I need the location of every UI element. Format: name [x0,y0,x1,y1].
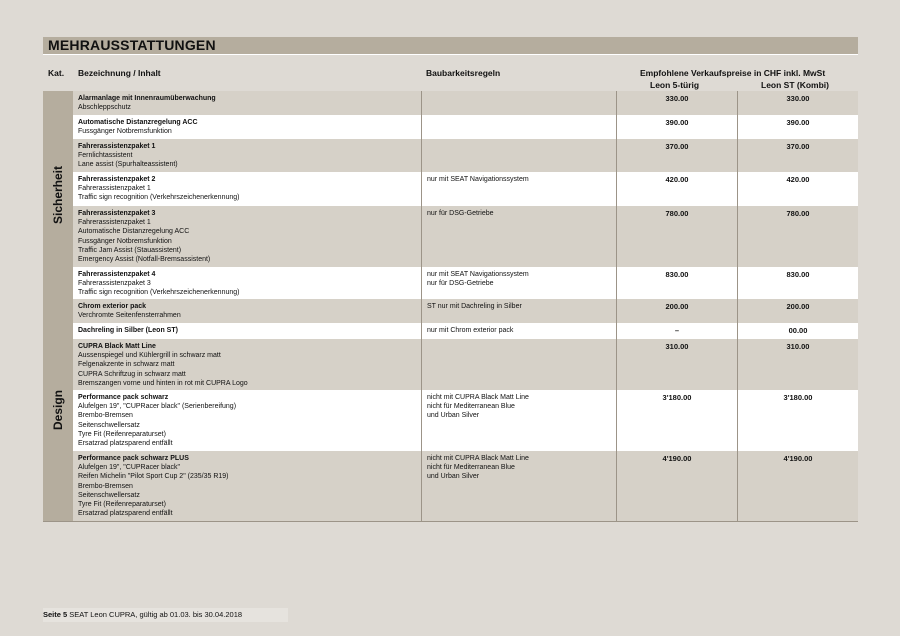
cell-rules [421,172,616,206]
price-leon-5-tuerig: 780.00 [616,206,737,267]
table-row [73,299,858,323]
cell-description [73,172,421,206]
price-leon-st: 330.00 [737,91,858,115]
rule-line: nicht mit CUPRA Black Matt Line [427,455,529,462]
table-row [73,451,858,521]
cell-rules [421,299,616,323]
price-leon-st: 420.00 [737,172,858,206]
option-title: Automatische Distanzregelung ACC [78,119,198,126]
cell-description [73,267,421,299]
option-detail: Ersatzrad platzsparend entfällt [78,440,173,448]
option-detail: Fahrerassistenzpaket 1 [78,219,151,227]
option-title: Fahrerassistenzpaket 1 [78,143,156,150]
option-title: Fahrerassistenzpaket 4 [78,271,156,278]
rule-line: nur für DSG-Getriebe [427,280,494,288]
table-bottom-rule [43,521,858,522]
cell-description [73,206,421,267]
price-leon-5-tuerig: 830.00 [616,267,737,299]
cell-rules [421,115,616,139]
table-header [43,55,858,91]
cell-description [73,339,421,390]
cell-description [73,299,421,323]
cell-description [73,451,421,521]
option-detail: Ersatzrad platzsparend entfällt [78,510,173,518]
table-row [73,172,858,206]
price-leon-st: 390.00 [737,115,858,139]
header-col-b: Leon ST (Kombi) [761,80,829,90]
rule-line: nicht für Mediterranean Blue [427,403,515,411]
option-title: Chrom exterior pack [78,303,147,310]
category-label: Sicherheit [51,165,65,225]
option-title: Performance pack schwarz [78,394,169,401]
option-detail: Fahrerassistenzpaket 1 [78,185,151,193]
option-detail: Brembo-Bremsen [78,482,133,490]
table-row [73,139,858,172]
cell-description [73,115,421,139]
price-leon-5-tuerig: 4'190.00 [616,451,737,521]
price-leon-st: 310.00 [737,339,858,390]
option-title: Performance pack schwarz PLUS [78,455,189,462]
cell-rules [421,339,616,390]
cell-description [73,390,421,451]
option-detail: Tyre Fit (Reifenreparaturset) [78,430,166,438]
page-number: Seite 5 [43,610,68,619]
header-bezeichnung: Bezeichnung / Inhalt [78,68,161,78]
rule-line: nur mit SEAT Navigationssystem [427,271,529,278]
price-leon-st: 780.00 [737,206,858,267]
option-title: CUPRA Black Matt Line [78,343,156,350]
rule-line: nur mit SEAT Navigationssystem [427,176,529,183]
option-detail: Lane assist (Spurhalteassistent) [78,161,178,169]
table-row [73,91,858,115]
option-detail: Traffic sign recognition (Verkehrszeichenerkennung) [78,289,240,297]
table-body [43,91,858,521]
option-detail: Fernlichtassistent [78,152,133,160]
option-detail: Verchromte Seitenfensterrahmen [78,312,181,320]
cell-description [73,323,421,339]
cell-rules [421,323,616,339]
option-title: Fahrerassistenzpaket 3 [78,210,156,217]
price-leon-st: 3'180.00 [737,390,858,451]
cell-description [73,91,421,115]
category-label: Design [51,389,66,431]
price-leon-5-tuerig: 330.00 [616,91,737,115]
option-title: Alarmanlage mit Innenraumüberwachung [78,95,216,102]
price-leon-5-tuerig: 3'180.00 [616,390,737,451]
table-row [73,339,858,390]
price-leon-st: 200.00 [737,299,858,323]
option-detail: Tyre Fit (Reifenreparaturset) [78,501,166,509]
rule-line: ST nur mit Dachreling in Silber [427,303,522,310]
price-leon-5-tuerig: – [616,323,737,339]
options-table [43,37,858,521]
option-detail: CUPRA Schriftzug in schwarz matt [78,370,186,378]
option-detail: Brembo-Bremsen [78,412,133,420]
cell-rules [421,451,616,521]
header-regeln: Baubarkeitsregeln [426,68,501,78]
option-detail: Fussgänger Notbremsfunktion [78,128,172,136]
option-detail: Alufelgen 19", "CUPRacer black" (Serienbereifung) [78,403,237,411]
rule-line: und Urban Silver [427,473,480,481]
table-row [73,115,858,139]
option-detail: Fahrerassistenzpaket 3 [78,280,151,288]
option-detail: Seitenschwellersatz [78,491,140,499]
price-leon-5-tuerig: 390.00 [616,115,737,139]
option-detail: Traffic sign recognition (Verkehrszeichenerkennung) [78,194,240,202]
header-col-a: Leon 5-türig [650,80,700,90]
price-leon-st: 00.00 [737,323,858,339]
price-leon-st: 370.00 [737,139,858,172]
rule-line: und Urban Silver [427,412,480,420]
price-leon-st: 4'190.00 [737,451,858,521]
option-title: Fahrerassistenzpaket 2 [78,176,156,183]
footer-text: SEAT Leon CUPRA, gültig ab 01.03. bis 30.04.2018 [69,610,243,619]
page-footer [43,608,288,622]
cell-rules [421,91,616,115]
option-detail: Aussenspiegel und Kühlergrill in schwarz matt [78,352,221,360]
rule-line: nur für DSG-Getriebe [427,210,494,217]
price-leon-5-tuerig: 200.00 [616,299,737,323]
option-detail: Alufelgen 19", "CUPRacer black" [78,464,181,472]
page-title: MEHRAUSSTATTUNGEN [43,37,858,55]
rule-line: nicht mit CUPRA Black Matt Line [427,394,529,401]
table-row [73,267,858,299]
category-design [43,299,73,521]
price-leon-5-tuerig: 370.00 [616,139,737,172]
table-row [73,206,858,267]
cell-rules [421,267,616,299]
price-leon-5-tuerig: 420.00 [616,172,737,206]
rule-line: nicht für Mediterranean Blue [427,464,515,472]
option-detail: Reifen Michelin "Pilot Sport Cup 2" (235/35 R19) [78,473,229,481]
option-detail: Bremszangen vorne und hinten in rot mit CUPRA Logo [78,379,248,387]
table-row [73,390,858,451]
price-leon-5-tuerig: 310.00 [616,339,737,390]
cell-rules [421,139,616,172]
price-leon-st: 830.00 [737,267,858,299]
option-detail: Traffic Jam Assist (Stauassistent) [78,246,182,254]
option-detail: Emergency Assist (Notfall-Bremsassistent) [78,256,211,264]
rule-line: nur mit Chrom exterior pack [427,327,514,334]
header-kat: Kat. [48,68,65,78]
cell-rules [421,390,616,451]
option-title: Dachreling in Silber (Leon ST) [78,327,178,334]
option-detail: Automatische Distanzregelung ACC [78,228,190,236]
category-sicherheit [43,91,73,299]
header-preise: Empfohlene Verkaufspreise in CHF inkl. MwSt [640,68,826,78]
option-detail: Fussgänger Notbremsfunktion [78,237,172,245]
table-row [73,323,858,339]
option-detail: Seitenschwellersatz [78,421,140,429]
cell-rules [421,206,616,267]
option-detail: Abschleppschutz [78,104,131,112]
cell-description [73,139,421,172]
option-detail: Felgenakzente in schwarz matt [78,361,175,369]
